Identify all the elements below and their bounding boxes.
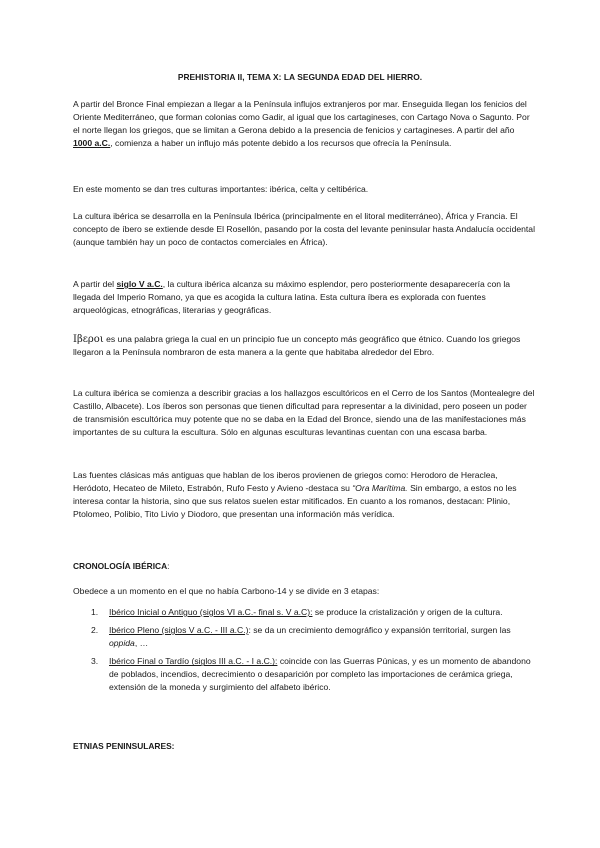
paragraph-sculpture: La cultura ibérica se comienza a describir gracias a los hallazgos escultóricos en el Cerro de los Santos (Montealegre del Castillo, Albacete). Los íberos son personas que tienen dificultad para representar a la divinidad, pero poseen un poder de transmisión escultórica muy potente que no se daba en la Edad del Bronce, siendo una de las manifestaciones más importantes de su cultura la escultura. Sólo en algunas esculturas levantinas cuentan con una escasa barba. [73,388,535,438]
paragraph-iberoi: Ιβεροι es una palabra griega la cual en un principio fue un concepto más geográfico que étnico. Cuando los griegos llegaron a la Península nombraron de esta manera a la gente que habitaba alrededor del Ebro. [73,334,521,358]
century-highlight: siglo V a.C. [116,279,163,289]
document-title: PREHISTORIA II, TEMA X: LA SEGUNDA EDAD DEL HIERRO. [177,72,423,82]
stages-list [73,606,535,700]
paragraph-etapas: Obedece a un momento en el que no había Carbono-14 y se divide en 3 etapas: [73,586,380,596]
ora-maritima: “Ora Marítima. [352,483,408,494]
paragraph-siglo-v: A partir del siglo V a.C., la cultura ibérica alcanza su máximo esplendor, pero posteriormente desaparecería con la llegada del Imperio Romano, ya que es acogida la cultura latina. Esta cultura íbera es explorada con fuentes arqueológicas, etnográficas, literarias y geográficas. [73,279,511,316]
list-item: 3. Ibérico Final o Tardío (siglos III a.C. - I a.C.): coincide con las Guerras Púnicas, y es un momento de abandono de poblados, incendios, decrecimiento o desaparición por completo las importaciones de cerámica griega, extensión de la moneda y surgimiento del alfabeto ibérico. [91,656,531,693]
section-heading-etnias: ETNIAS PENINSULARES: [73,741,175,751]
greek-word: Ιβεροι [73,334,104,345]
paragraph-intro: A partir del Bronce Final empiezan a llegar a la Península influjos extranjeros por mar. Enseguida llegan los fenicios del Oriente Mediterráneo, que forman colonias como Gadir, al igual que los cartagineses, con Cartago Nova o Sagunto. Por el norte llegan los griegos, que se limitan a Gerona debido a la presencia de fenicios y cartagineses. A partir del año 1000 a.C., comienza a haber un influjo más potente debido a los recursos que ofrecía la Península. [73,99,530,149]
list-item: 2. Ibérico Pleno (siglos V a.C. - III a.C.): se da un crecimiento demográfico y expansión territorial, surgen las oppida, … [91,625,511,649]
paragraph-iberian-culture: La cultura ibérica se desarrolla en la Península Ibérica (principalmente en el litoral mediterráneo), África y Francia. El concepto de íbero se extiende desde El Rosellón, pasando por la costa del levante peninsular hasta Andalucía occidental (aunque también hay un poco de contactos comerciales en África). [73,211,535,248]
paragraph-cultures: En este momento se dan tres culturas importantes: ibérica, celta y celtibérica. [73,184,369,194]
stage-label: Ibérico Pleno (siglos V a.C. - III a.C.) [109,625,249,636]
date-highlight: 1000 a.C. [73,138,111,149]
paragraph-sources: Las fuentes clásicas más antiguas que hablan de los iberos provienen de griegos como: Herodoro de Heraclea, Heródoto, Hecateo de Mileto, Estrabón, Rufo Festo y Avieno -destaca su “Ora Marítima. Sin embargo, a estos no les interesa contar la historia, sino que sus relatos suelen estar mitificados. En cuanto a los romanos, destacan: Plinio, Ptolomeo, Polibio, Tito Livio y Diodoro, que presentan una información más verídica. [73,470,517,520]
stage-label: Ibérico Inicial o Antiguo (siglos VI a.C.- final s. V a.C): [109,607,313,617]
list-item: 1. Ibérico Inicial o Antiguo (siglos VI a.C.- final s. V a.C): se produce la cristalización y origen de la cultura. [91,607,503,617]
section-heading-cronologia: CRONOLOGÍA IBÉRICA: [73,561,170,571]
stage-label: Ibérico Final o Tardío (siglos III a.C. - I a.C.): [109,656,278,667]
